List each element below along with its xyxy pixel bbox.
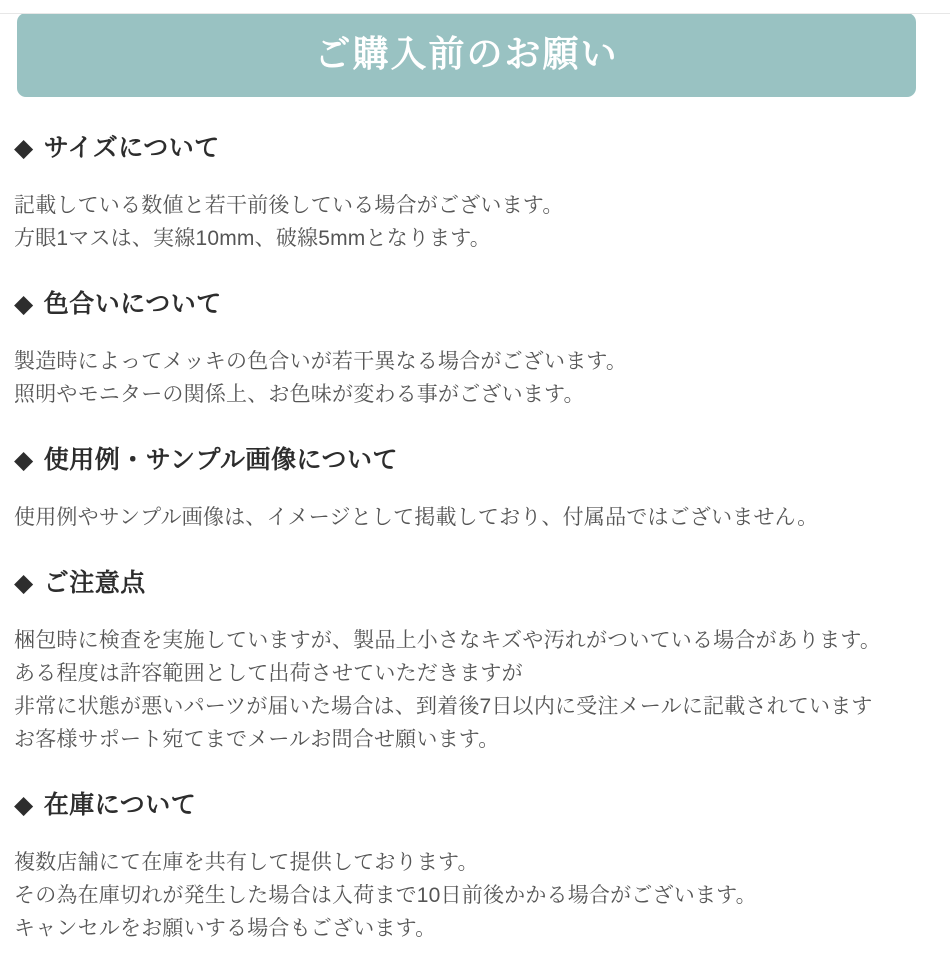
section-text-line: 使用例やサンプル画像は、イメージとして掲載しており、付属品ではございません。 (14, 506, 819, 529)
section-text-line: 非常に状態が悪いパーツが届いた場合は、到着後7日以内に受注メールに記載されています (14, 695, 873, 718)
section-text-line: 照明やモニターの関係上、お色味が変わる事がございます。 (14, 383, 585, 406)
section-text-line: キャンセルをお願いする場合もございます。 (14, 917, 437, 940)
section-heading (14, 289, 910, 319)
section-text-line: お客様サポート宛てまでメールお問合せ願います。 (14, 728, 500, 751)
section-heading (14, 445, 910, 475)
section-heading (14, 568, 910, 598)
section-stock (14, 790, 910, 945)
section-text-line: 記載している数値と若干前後している場合がございます。 (14, 194, 564, 217)
section-text-line: ある程度は許容範囲として出荷させていただきますが (14, 662, 523, 685)
diamond-bullet-icon: ◆ (14, 290, 34, 318)
section-heading (14, 790, 910, 820)
section-color (14, 289, 910, 411)
diamond-bullet-icon: ◆ (14, 791, 34, 819)
section-heading (14, 133, 910, 163)
title-banner (17, 13, 916, 97)
top-divider (0, 13, 950, 14)
section-title: 使用例・サンプル画像について (43, 446, 398, 474)
notice-content (0, 133, 950, 945)
diamond-bullet-icon: ◆ (14, 134, 34, 162)
section-sample-images (14, 445, 910, 534)
section-text-line: 方眼1マスは、実線10mm、破線5mmとなります。 (14, 227, 492, 250)
section-title: サイズについて (43, 134, 220, 162)
section-text-line: 製造時によってメッキの色合いが若干異なる場合がございます。 (14, 350, 628, 373)
section-text-line: 梱包時に検査を実施していますが、製品上小さなキズや汚れがついている場合があります。 (14, 629, 882, 652)
section-title: ご注意点 (43, 569, 146, 597)
section-text-line: その為在庫切れが発生した場合は入荷まで10日前後かかる場合がございます。 (14, 884, 757, 907)
section-title: 色合いについて (43, 290, 222, 318)
section-title: 在庫について (43, 791, 197, 819)
diamond-bullet-icon: ◆ (14, 446, 34, 474)
section-text-line: 複数店舗にて在庫を共有して提供しております。 (14, 851, 479, 874)
diamond-bullet-icon: ◆ (14, 569, 34, 597)
section-size (14, 133, 910, 255)
section-caution (14, 568, 910, 756)
page-title: ご購入前のお願い (314, 33, 619, 74)
